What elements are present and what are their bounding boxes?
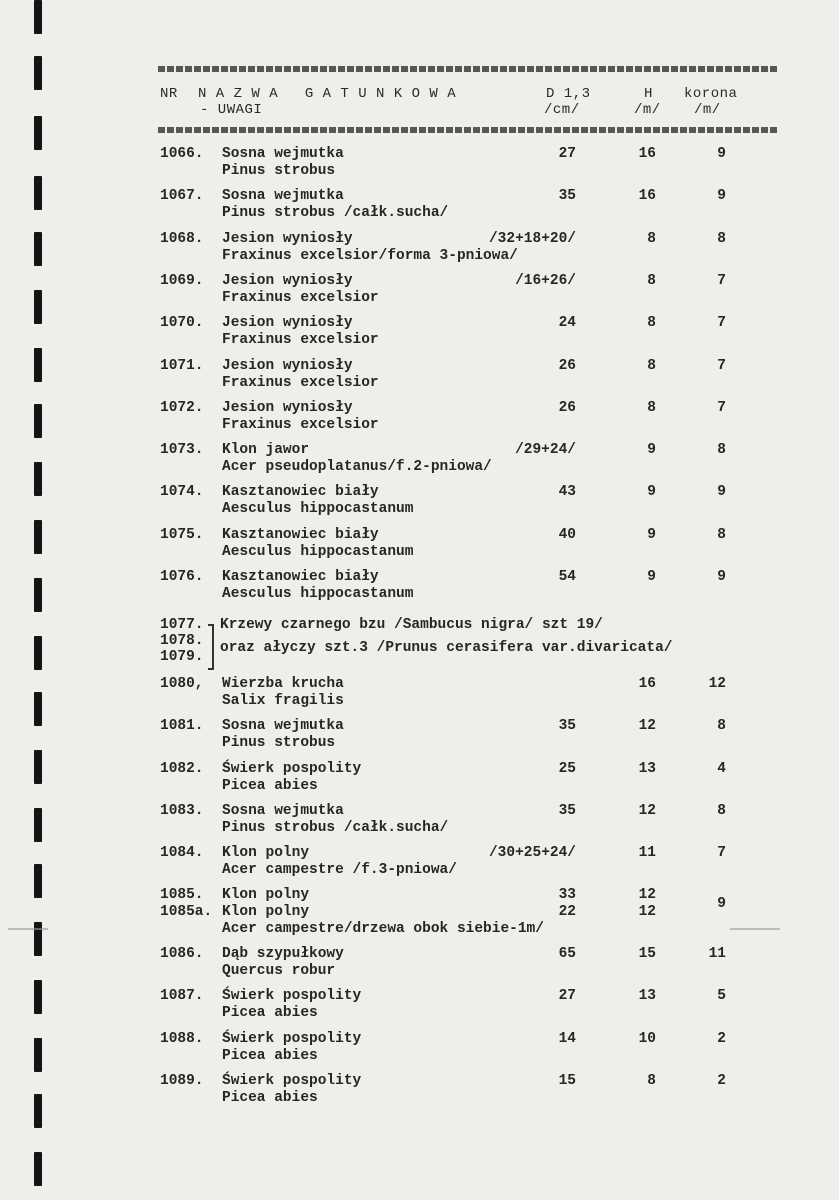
header-d-unit: /cm/ [544,102,580,118]
row-crown: 8 [717,442,726,459]
header-korona: korona [684,86,738,102]
row-latin-name: Salix fragilis [222,693,344,709]
binder-mark [34,462,42,496]
row-height: 9 [647,569,656,585]
row-number: 1089. [160,1072,204,1089]
row-height: 11 [638,845,656,862]
row-diameter: 25 [558,760,576,777]
row-height: 8 [647,230,656,247]
binder-mark [34,980,42,1014]
row-height: 13 [638,988,656,1005]
group-nr-1: 1077. [160,617,204,633]
row-diameter: 40 [558,526,576,543]
row-diameter: 15 [558,1072,576,1089]
binder-mark [34,636,42,670]
binder-mark [34,404,42,438]
row-common-name: Jesion wyniosły [222,357,353,374]
row-latin-name: Picea abies [222,1047,318,1064]
header-d: D 1,3 [546,86,591,102]
row-crown: 7 [717,272,726,289]
row-latin-name: Acer pseudoplatanus/f.2-pniowa/ [222,459,492,476]
row-height: 9 [647,484,656,501]
row-height: 8 [647,1072,656,1089]
header-nr: NR [160,86,178,102]
row-latin-name: Picea abies [222,1005,318,1022]
pair-nr-2: 1085a. [160,904,213,920]
row-crown: 9 [717,484,726,501]
row-diameter: 65 [558,946,576,962]
binder-holes [34,0,44,1200]
row-latin-name: Pinus strobus [222,735,336,752]
row-common-name: Jesion wyniosły [222,272,353,289]
binder-mark [34,232,42,266]
row-diameter: /32+18+20/ [488,230,576,247]
pair-h-1: 12 [638,887,656,903]
margin-dash-left [8,928,48,930]
row-crown: 7 [717,845,726,862]
row-latin-name: Aesculus hippocastanum [222,501,414,518]
row-number: 1082. [160,760,204,777]
row-number: 1087. [160,988,204,1005]
row-number: 1072. [160,399,204,416]
row-number: 1068. [160,230,204,247]
row-common-name: Sosna wejmutka [222,146,344,162]
row-latin-name: Pinus strobus /całk.sucha/ [222,205,449,222]
row-crown: 2 [717,1030,726,1047]
row-latin-name: Acer campestre /f.3-pniowa/ [222,862,457,879]
header-name: N A Z W A G A T U N K O W A [198,86,457,102]
pair-h-2: 12 [638,904,656,920]
row-diameter: 27 [558,988,576,1005]
row-diameter: 27 [558,146,576,162]
row-common-name: Świerk pospolity [222,1030,362,1047]
row-common-name: Kasztanowiec biały [222,526,379,543]
row-latin-name: Aesculus hippocastanum [222,543,414,560]
row-height: 16 [638,146,656,162]
group-line-2: oraz ałyczy szt.3 /Prunus cerasifera var.divaricata/ [220,640,673,656]
row-common-name: Wierzba krucha [222,676,344,692]
row-height: 9 [647,526,656,543]
binder-mark [34,1152,42,1186]
pair-line-2: Klon polny [222,904,310,920]
binder-mark [34,750,42,784]
row-diameter: 26 [558,357,576,374]
row-crown: 8 [717,230,726,247]
group-bracket [208,624,214,670]
row-latin-name: Fraxinus excelsior [222,332,379,349]
pair-line-1: Klon polny [222,887,310,903]
row-latin-name: Fraxinus excelsior [222,289,379,306]
binder-mark [34,864,42,898]
row-common-name: Dąb szypułkowy [222,946,344,962]
row-crown: 7 [717,315,726,332]
binder-mark [34,1038,42,1072]
row-height: 8 [647,357,656,374]
row-diameter: 35 [558,802,576,819]
pair-d-2: 22 [558,904,576,920]
group-line-1: Krzewy czarnego bzu /Sambucus nigra/ szt 19/ [220,617,603,633]
margin-dash-right [730,928,780,930]
row-number: 1073. [160,442,204,459]
row-diameter: 43 [558,484,576,501]
row-diameter: /29+24/ [515,442,576,459]
row-height: 12 [638,802,656,819]
binder-mark [34,348,42,382]
row-diameter: /16+26/ [515,272,576,289]
row-height: 16 [638,676,656,692]
row-height: 8 [647,399,656,416]
row-diameter: 35 [558,718,576,735]
top-rule [158,66,778,72]
binder-mark [34,0,42,34]
header-h-unit: /m/ [634,102,661,118]
row-latin-name: Fraxinus excelsior [222,416,379,433]
row-number: 1081. [160,718,204,735]
row-crown: 9 [717,188,726,205]
header-korona-unit: /m/ [694,102,721,118]
row-crown: 8 [717,718,726,735]
binder-mark [34,176,42,210]
row-common-name: Kasztanowiec biały [222,569,379,585]
row-number: 1066. [160,146,204,162]
row-common-name: Sosna wejmutka [222,188,344,205]
row-diameter: 14 [558,1030,576,1047]
pair-korona: 9 [717,896,726,912]
row-common-name: Klon jawor [222,442,310,459]
row-crown: 2 [717,1072,726,1089]
pair-d-1: 33 [558,887,576,903]
row-number: 1076. [160,569,204,585]
row-common-name: Jesion wyniosły [222,230,353,247]
row-crown: 5 [717,988,726,1005]
row-crown: 8 [717,526,726,543]
row-latin-name: Pinus strobus [222,163,336,179]
row-common-name: Klon polny [222,845,310,862]
binder-mark [34,578,42,612]
row-crown: 7 [717,357,726,374]
row-number: 1080, [160,676,204,692]
row-height: 8 [647,315,656,332]
row-latin-name: Picea abies [222,777,318,794]
row-number: 1070. [160,315,204,332]
binder-mark [34,56,42,90]
row-number: 1071. [160,357,204,374]
row-latin-name: Fraxinus excelsior/forma 3-pniowa/ [222,247,518,264]
row-crown: 4 [717,760,726,777]
row-common-name: Świerk pospolity [222,1072,362,1089]
row-common-name: Jesion wyniosły [222,399,353,416]
header-rule [158,127,778,133]
binder-mark [34,116,42,150]
row-latin-name: Aesculus hippocastanum [222,586,414,602]
row-number: 1088. [160,1030,204,1047]
row-number: 1086. [160,946,204,962]
row-crown: 7 [717,399,726,416]
row-common-name: Sosna wejmutka [222,718,344,735]
row-crown: 9 [717,569,726,585]
pair-nr-1: 1085. [160,887,204,903]
row-height: 9 [647,442,656,459]
row-diameter: 24 [558,315,576,332]
binder-mark [34,808,42,842]
row-common-name: Kasztanowiec biały [222,484,379,501]
binder-mark [34,1094,42,1128]
row-number: 1084. [160,845,204,862]
row-diameter: 26 [558,399,576,416]
row-crown: 9 [717,146,726,162]
row-number: 1069. [160,272,204,289]
row-diameter: 54 [558,569,576,585]
group-nr-3: 1079. [160,649,204,665]
row-crown: 11 [708,946,726,962]
row-common-name: Świerk pospolity [222,988,362,1005]
row-height: 13 [638,760,656,777]
row-height: 12 [638,718,656,735]
row-number: 1075. [160,526,204,543]
row-common-name: Jesion wyniosły [222,315,353,332]
row-number: 1083. [160,802,204,819]
row-diameter: 35 [558,188,576,205]
row-latin-name: Fraxinus excelsior [222,374,379,391]
row-latin-name: Quercus robur [222,963,336,979]
row-crown: 12 [708,676,726,692]
pair-line-3: Acer campestre/drzewa obok siebie-1m/ [222,921,544,937]
row-number: 1074. [160,484,204,501]
row-height: 16 [638,188,656,205]
row-latin-name: Pinus strobus /całk.sucha/ [222,819,449,836]
row-common-name: Świerk pospolity [222,760,362,777]
binder-mark [34,290,42,324]
binder-mark [34,520,42,554]
row-latin-name: Picea abies [222,1089,318,1106]
row-height: 15 [638,946,656,962]
row-common-name: Sosna wejmutka [222,802,344,819]
row-diameter: /30+25+24/ [488,845,576,862]
group-nr-2: 1078. [160,633,204,649]
header-uwagi: - UWAGI [200,102,263,118]
row-height: 10 [638,1030,656,1047]
row-height: 8 [647,272,656,289]
header-h: H [644,86,653,102]
row-number: 1067. [160,188,204,205]
binder-mark [34,692,42,726]
row-crown: 8 [717,802,726,819]
